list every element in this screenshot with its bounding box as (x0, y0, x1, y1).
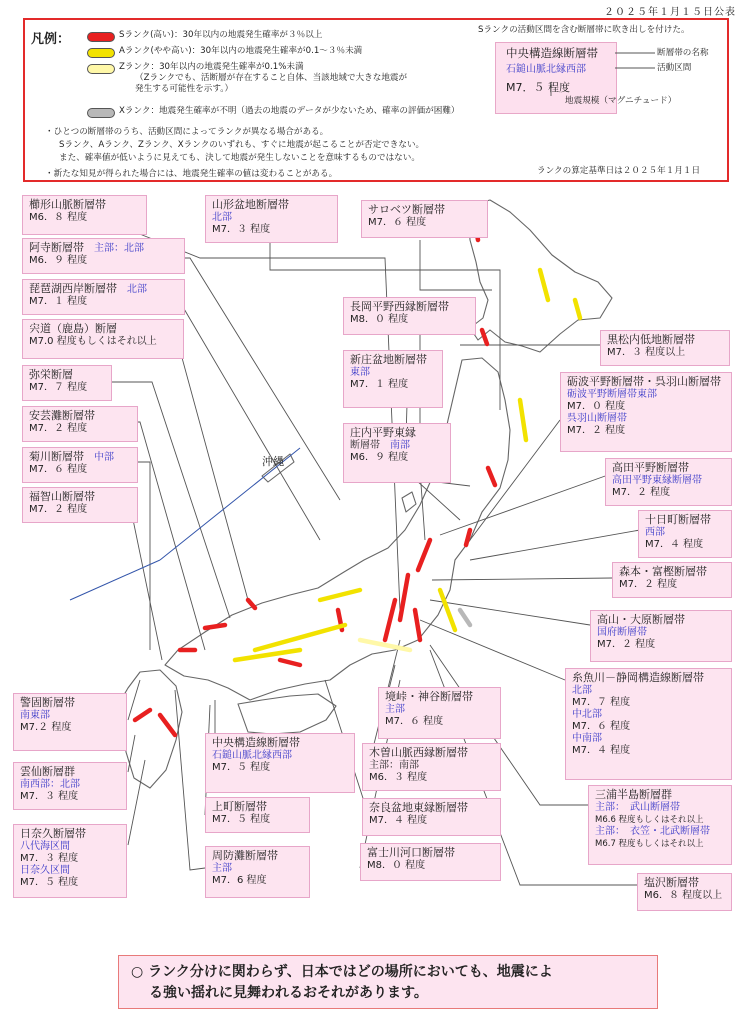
fault-callout-line (29, 241, 178, 255)
fault-section: 北部 (127, 284, 147, 295)
fault-callout-line (367, 846, 494, 860)
fault-callout-line (20, 696, 120, 710)
bottom-message-line-1: ○ ランク分けに関わらず、日本ではどの場所においても、地震によ (131, 964, 553, 980)
sample-label-section: 活動区間 (657, 63, 692, 73)
fault-callout-line (29, 368, 105, 382)
fault-name: 高山・大原断層帯 (597, 613, 685, 626)
fault-section: 呉羽山断層帯 (567, 413, 627, 424)
fault-section: 中北部 (572, 709, 602, 720)
fault-callout-line (350, 452, 444, 464)
fault-detail: M7．３ 程度 (20, 791, 79, 802)
fault-detail: M6．９ 程度 (29, 255, 88, 266)
fault-detail: M7．６ 程度 (29, 464, 88, 475)
fault-name: 周防灘断層帯 (212, 849, 278, 862)
legend-swatch-0 (87, 32, 115, 42)
fault-name: 奈良盆地東縁断層帯 (369, 801, 468, 814)
fault-callout-10 (343, 297, 476, 335)
fault-callout-19 (565, 668, 732, 780)
fault-callout-line (567, 389, 725, 401)
fault-callout-line (29, 490, 131, 504)
bottom-message-line-2: る強い揺れに見舞われるおそれがあります。 (149, 985, 428, 1001)
fault-name: 琵琶湖西岸断層帯 (29, 282, 117, 295)
fault-section: 主部： 武山断層帯 (595, 802, 680, 813)
fault-name: 警固断層帯 (20, 696, 75, 709)
fault-callout-line (572, 721, 725, 733)
fault-callout-line (572, 685, 725, 697)
legend-swatch-3 (87, 108, 115, 118)
fault-callout-23 (13, 762, 127, 810)
fault-callout-line (350, 314, 469, 326)
fault-detail: M7．２ 程度 (612, 487, 671, 498)
fault-callout-line (567, 401, 725, 413)
fault-name: サロベツ断層帯 (368, 203, 445, 216)
fault-callout-11 (343, 350, 443, 408)
legend-text-2-1: （Zランクでも、活断層が存在すること自体、当該地域で大きな地震が (135, 73, 408, 83)
fault-section: 高田平野東縁断層帯 (612, 475, 702, 486)
fault-callout-line (212, 212, 331, 224)
fault-callout-26 (205, 797, 310, 833)
fault-detail: M7.0 程度もしくはそれ以上 (29, 336, 157, 347)
fault-callout-line (350, 300, 469, 314)
fault-detail: M7．７ 程度 (572, 697, 631, 708)
legend-text-2-2: 発生する可能性を示す。） (135, 84, 234, 94)
fault-detail: M6．８ 程度 (29, 212, 88, 223)
fault-name: 黒松内低地断層帯 (607, 333, 695, 346)
fault-name: 福智山断層帯 (29, 490, 95, 503)
sado-island (402, 492, 416, 512)
legend-panel (23, 18, 729, 182)
fault-callout-line (212, 750, 348, 762)
fault-section: 八代海区間 (20, 841, 70, 852)
fault-callout-line (212, 849, 303, 863)
fault-callout-line (350, 426, 444, 440)
sample-magnitude: M7．５ 程度 (506, 81, 570, 94)
fault-callout-6 (22, 447, 138, 483)
fault-callout-5 (22, 406, 138, 442)
fault-callout-line (645, 513, 725, 527)
fault-callout-line (369, 772, 494, 784)
fault-callout-line (645, 527, 725, 539)
fault-callout-line (567, 413, 725, 425)
fault-callout-line (212, 800, 303, 814)
fault-callout-3 (22, 319, 184, 359)
fault-callout-line (619, 579, 725, 591)
fault-callout-line (20, 853, 120, 865)
fault-callout-line (595, 788, 725, 802)
fault-callout-line (29, 464, 131, 476)
fault-callout-22 (13, 693, 127, 751)
fault-callout-line (572, 671, 725, 685)
fault-callout-line (29, 296, 178, 308)
fault-name: 櫛形山脈断層帯 (29, 198, 106, 211)
fault-section: 東部 (350, 367, 370, 378)
fault-name: 中央構造線断層帯 (212, 736, 300, 749)
fault-section: 国府断層帯 (597, 627, 647, 638)
fault-section: 南部 (390, 440, 410, 451)
fault-detail: M7．２ 程度 (597, 639, 656, 650)
fault-detail: M7．５ 程度 (212, 814, 271, 825)
sample-label-magnitude: 地震規模（マグニチュード） (565, 96, 677, 106)
legend-text-2-0: Zランク：30年以内の地震発生確率が0.1%未満 (119, 62, 304, 72)
fault-callout-line (612, 461, 725, 475)
fault-detail: M7．０ 程度 (567, 401, 626, 412)
fault-callout-4 (22, 365, 112, 401)
fault-callout-line (369, 815, 494, 827)
fault-callout-28 (378, 687, 501, 739)
fault-detail: M8．０ 程度 (367, 860, 426, 871)
fault-detail: M6．９ 程度 (350, 452, 409, 463)
fault-detail: M7．３ 程度 (212, 224, 271, 235)
fault-callout-line (29, 504, 131, 516)
fault-callout-line (644, 890, 725, 902)
fault-callout-30 (362, 798, 501, 836)
legend-note-3: ・新たな知見が得られた場合には、地震発生確率の値は変わることがある。 (45, 169, 338, 179)
fault-callout-13 (600, 330, 730, 366)
fault-detail: M7．３ 程度以上 (607, 347, 686, 358)
fault-callout-line (212, 814, 303, 826)
fault-callout-0 (22, 195, 147, 235)
fault-callout-18 (590, 610, 732, 662)
fault-callout-line (20, 779, 120, 791)
fault-section: 主部 (212, 863, 232, 874)
fault-callout-8 (205, 195, 338, 243)
fault-callout-line (644, 876, 725, 890)
okinawa-inset-divider (70, 560, 160, 600)
fault-callout-1 (22, 238, 185, 274)
base-date: ランクの算定基準日は２０２５年１月１日 (537, 166, 701, 176)
publication-date: ２０２５年１月１５日公表 (604, 7, 736, 18)
fault-section: 中部 (94, 452, 114, 463)
fault-callout-24 (13, 824, 127, 898)
fault-section: 主部：北部 (94, 243, 144, 254)
fault-callout-line (212, 863, 303, 875)
fault-callout-line (20, 710, 120, 722)
fault-name: 境峠・神谷断層帯 (385, 690, 473, 703)
fault-callout-line (29, 409, 131, 423)
sample-magnitude-pointer (545, 82, 565, 100)
fault-detail: M8．０ 程度 (350, 314, 409, 325)
fault-callout-14 (560, 372, 732, 452)
fault-detail: M7．１ 程度 (350, 379, 409, 390)
legend-text-3-0: Xランク：地震発生確率が不明（過去の地震のデータが少ないため、確率の評価が困難） (119, 106, 460, 116)
fault-detail: M7．２ 程度 (29, 504, 88, 515)
legend-text-0-0: Sランク(高い)：30年以内の地震発生確率が３％以上 (119, 30, 323, 40)
fault-detail: M6．８ 程度以上 (644, 890, 723, 901)
fault-callout-line (612, 487, 725, 499)
fault-detail: M7．７ 程度 (29, 382, 88, 393)
fault-callout-line (212, 736, 348, 750)
fault-detail: M7．２ 程度 (567, 425, 626, 436)
fault-callout-15 (605, 458, 732, 506)
fault-detail: M7．２ 程度 (619, 579, 678, 590)
legend-note-2: また、確率値が低いように見えても、決して地震が発生しないことを意味するものではない。 (59, 153, 420, 163)
fault-section: 主部 (385, 704, 405, 715)
fault-callout-line (29, 450, 131, 464)
fault-callout-line (29, 322, 177, 336)
fault-section: 石鎚山脈北縁西部 (212, 750, 292, 761)
fault-name: 上町断層帯 (212, 800, 267, 813)
sample-pointer-lines (615, 46, 655, 74)
fault-callout-line (369, 760, 494, 772)
fault-detail: M7．１ 程度 (29, 296, 88, 307)
fault-callout-line (29, 382, 105, 394)
fault-name: 新庄盆地断層帯 (350, 353, 427, 366)
shikoku-landmass (238, 694, 336, 734)
fault-callout-line (350, 379, 436, 391)
fault-callout-line (607, 347, 723, 359)
fault-callout-line (29, 198, 140, 212)
fault-callout-line (572, 697, 725, 709)
legend-swatch-2 (87, 64, 115, 74)
fault-magnitude: M6.6 程度もしくはそれ以上 (595, 815, 704, 825)
fault-callout-line (595, 826, 725, 838)
fault-name: 安芸灘断層帯 (29, 409, 95, 422)
legend-title: 凡例： (31, 32, 71, 47)
fault-section: 主部： 衣笠・北武断層帯 (595, 826, 710, 837)
fault-callout-line (368, 203, 481, 217)
fault-callout-line (20, 877, 120, 889)
fault-callout-line (20, 841, 120, 853)
honshu-landmass (165, 358, 510, 700)
fault-name: 菊川断層帯 (29, 450, 84, 463)
fault-callout-20 (588, 785, 732, 865)
fault-name: 宍道（鹿島）断層 (29, 322, 117, 335)
fault-callout-21 (637, 873, 732, 911)
fault-callout-line (572, 709, 725, 721)
fault-section: 日奈久区間 (20, 865, 70, 876)
fault-callout-line (29, 255, 178, 267)
fault-detail: M7．６ 程度 (368, 217, 427, 228)
fault-detail: M7.２ 程度 (20, 722, 72, 733)
fault-name: 山形盆地断層帯 (212, 198, 289, 211)
fault-callout-line (607, 333, 723, 347)
fault-name: 日奈久断層帯 (20, 827, 86, 840)
fault-callout-line (572, 733, 725, 745)
fault-magnitude: M6.7 程度もしくはそれ以上 (595, 839, 704, 849)
sample-section: 石鎚山脈北縁西部 (506, 64, 586, 75)
fault-detail: M6．３ 程度 (369, 772, 428, 783)
fault-callout-line (595, 814, 725, 826)
fault-callout-line (385, 716, 494, 728)
fault-detail: M7．４ 程度 (572, 745, 631, 756)
fault-section: 北部 (572, 685, 592, 696)
fault-callout-line (212, 224, 331, 236)
fault-callout-line (212, 198, 331, 212)
fault-section: 中南部 (572, 733, 602, 744)
fault-name: 雲仙断層群 (20, 765, 75, 778)
fault-callout-27 (205, 846, 310, 898)
fault-callout-line (595, 838, 725, 850)
fault-callout-line (619, 565, 725, 579)
fault-callout-line (597, 627, 725, 639)
fault-callout-line (385, 704, 494, 716)
sample-label-name: 断層帯の名称 (657, 48, 709, 58)
fault-name: 三浦半島断層群 (595, 788, 672, 801)
fault-section: 砺波平野断層帯東部 (567, 389, 657, 400)
legend-note-0: ・ひとつの断層帯のうち、活動区間によってランクが異なる場合がある。 (45, 127, 329, 137)
fault-name: 森本・富樫断層帯 (619, 565, 707, 578)
fault-callout-16 (638, 510, 732, 558)
fault-callout-line (369, 801, 494, 815)
fault-callout-line (567, 375, 725, 389)
fault-callout-line (367, 860, 494, 872)
fault-name: 十日町断層帯 (645, 513, 711, 526)
fault-callout-line (368, 217, 481, 229)
fault-callout-line (645, 539, 725, 551)
fault-callout-line (20, 765, 120, 779)
fault-detail: M7．４ 程度 (645, 539, 704, 550)
fault-detail: 主部：南部 (369, 760, 419, 771)
okinawa-label: 沖縄 (262, 455, 284, 468)
sample-caption: Sランクの活動区間を含む断層帯に吹き出しを付けた。 (478, 25, 690, 35)
fault-name: 富士川河口断層帯 (367, 846, 455, 859)
fault-detail: M7．２ 程度 (29, 423, 88, 434)
fault-detail: M7．５ 程度 (20, 877, 79, 888)
fault-callout-line (350, 353, 436, 367)
fault-callout-line (567, 425, 725, 437)
fault-callout-line (20, 865, 120, 877)
fault-name: 高田平野断層帯 (612, 461, 689, 474)
fault-callout-line (212, 762, 348, 774)
fault-callout-9 (361, 200, 488, 238)
fault-callout-29 (362, 743, 501, 791)
fault-callout-17 (612, 562, 732, 598)
fault-callout-line (20, 827, 120, 841)
fault-name: 糸魚川－静岡構造線断層帯 (572, 671, 704, 684)
fault-section: 西部 (645, 527, 665, 538)
fault-name: 長岡平野西縁断層帯 (350, 300, 449, 313)
legend-note-1: Sランク、Aランク、Zランク、Xランクのいずれも、すぐに地震が起こることが否定できない。 (59, 140, 425, 150)
fault-detail: M7．6 程度 (212, 875, 267, 886)
fault-detail: M7．６ 程度 (385, 716, 444, 727)
legend-text-1-0: Aランク(やや高い)：30年以内の地震発生確率が0.1～３％未満 (119, 46, 363, 56)
fault-section: 北部 (212, 212, 232, 223)
fault-callout-line (212, 875, 303, 887)
fault-section: 南東部 (20, 710, 50, 721)
fault-callout-31 (360, 843, 501, 881)
fault-name: 木曽山脈西縁断層帯 (369, 746, 468, 759)
fault-name: 庄内平野東縁 (350, 426, 416, 439)
fault-callout-line (597, 613, 725, 627)
fault-detail: M7．３ 程度 (20, 853, 79, 864)
fault-callout-25 (205, 733, 355, 793)
legend-swatch-1 (87, 48, 115, 58)
fault-callout-line (29, 212, 140, 224)
fault-callout-line (29, 282, 178, 296)
fault-detail: 断層帯 (350, 440, 380, 451)
fault-detail: M7．４ 程度 (369, 815, 428, 826)
fault-callout-line (29, 336, 177, 348)
fault-callout-line (29, 423, 131, 435)
fault-callout-line (369, 746, 494, 760)
fault-name: 弥栄断層 (29, 368, 73, 381)
fault-callout-7 (22, 487, 138, 523)
fault-name: 砺波平野断層帯・呉羽山断層帯 (567, 375, 721, 388)
bottom-message (118, 955, 658, 1009)
fault-section: 南西部：北部 (20, 779, 80, 790)
fault-callout-line (597, 639, 725, 651)
sample-name: 中央構造線断層帯 (506, 46, 598, 60)
fault-callout-line (350, 367, 436, 379)
fault-callout-12 (343, 423, 451, 483)
fault-detail: M7．６ 程度 (572, 721, 631, 732)
fault-callout-line (20, 722, 120, 734)
fault-detail: M7．５ 程度 (212, 762, 271, 773)
fault-callout-line (20, 791, 120, 803)
fault-callout-line (572, 745, 725, 757)
fault-callout-line (350, 440, 444, 452)
fault-name: 阿寺断層帯 (29, 241, 84, 254)
fault-callout-line (595, 802, 725, 814)
fault-name: 塩沢断層帯 (644, 876, 699, 889)
fault-callout-line (385, 690, 494, 704)
fault-callout-2 (22, 279, 185, 315)
fault-callout-line (612, 475, 725, 487)
